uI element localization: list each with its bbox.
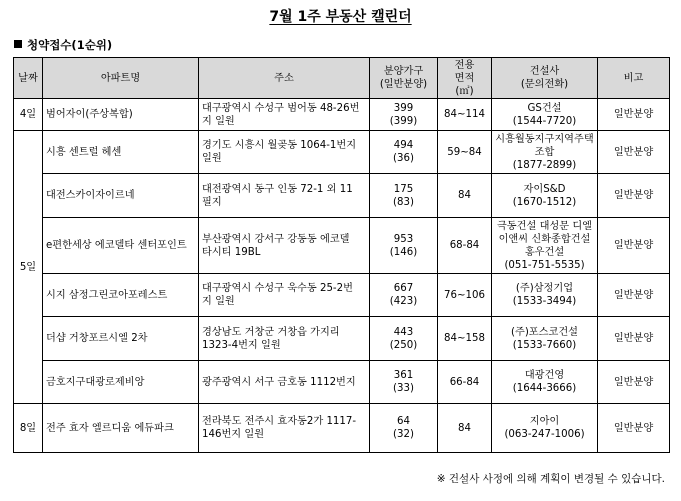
header-units: 분양가구 (일반분양)	[370, 58, 438, 99]
address: 부산광역시 강서구 강동동 에코델 타시티 19BL	[199, 218, 370, 274]
address: 광주광역시 서구 금호동 1112번지	[199, 361, 370, 404]
header-addr: 주소	[199, 58, 370, 99]
header-note: 비고	[598, 58, 670, 99]
apt-name: 시흥 센트럴 헤센	[43, 131, 199, 174]
note: 일반분양	[598, 99, 670, 131]
note: 일반분양	[598, 218, 670, 274]
table-row	[14, 131, 670, 174]
builder: 대광건영 (1644-3666)	[492, 361, 598, 404]
builder: GS건설 (1544-7720)	[492, 99, 598, 131]
apt-name: 더샵 거창포르시엘 2차	[43, 317, 199, 361]
table-row	[14, 274, 670, 317]
table-row	[14, 404, 670, 453]
address: 경기도 시흥시 월곶동 1064-1번지 일원	[199, 131, 370, 174]
apt-name: 금호지구대광로제비앙	[43, 361, 199, 404]
address: 전라북도 전주시 효자동2가 1117- 146번지 일원	[199, 404, 370, 453]
page-title: 7월 1주 부동산 캘린더	[269, 9, 412, 25]
address: 대구광역시 수성구 범어동 48-26번 지 일원	[199, 99, 370, 131]
area: 84~114	[438, 99, 492, 131]
builder: 시흥월동지구지역주택 조합 (1877-2899)	[492, 131, 598, 174]
note: 일반분양	[598, 131, 670, 174]
table-row	[14, 317, 670, 361]
table-row	[14, 361, 670, 404]
note: 일반분양	[598, 174, 670, 218]
date-cell: 4일	[14, 99, 43, 131]
units: 443 (250)	[370, 317, 438, 361]
apt-name: 시지 삼정그린코아포레스트	[43, 274, 199, 317]
footnote: ※ 건설사 사정에 의해 계획이 변경될 수 있습니다.	[436, 473, 665, 485]
area: 84	[438, 174, 492, 218]
note: 일반분양	[598, 361, 670, 404]
builder: 지아이 (063-247-1006)	[492, 404, 598, 453]
header-area: 전용 면적 (㎡)	[438, 58, 492, 99]
note: 일반분양	[598, 274, 670, 317]
units: 667 (423)	[370, 274, 438, 317]
header-apt: 아파트명	[43, 58, 199, 99]
header-row	[14, 58, 670, 99]
units: 175 (83)	[370, 174, 438, 218]
area: 84	[438, 404, 492, 453]
header-builder: 건설사 (문의전화)	[492, 58, 598, 99]
note: 일반분양	[598, 404, 670, 453]
area: 59~84	[438, 131, 492, 174]
date-cell: 8일	[14, 404, 43, 453]
builder: 극동건설 대성문 디엘 이앤씨 신화종합건설 홍우건설 (051-751-5535)	[492, 218, 598, 274]
area: 68-84	[438, 218, 492, 274]
area: 76~106	[438, 274, 492, 317]
address: 경상남도 거창군 거창읍 가지리 1323-4번지 일원	[199, 317, 370, 361]
calendar-table	[13, 57, 670, 453]
section-heading: 청약접수(1순위)	[14, 37, 112, 53]
address: 대구광역시 수성구 욱수동 25-2번 지 일원	[199, 274, 370, 317]
note: 일반분양	[598, 317, 670, 361]
units: 494 (36)	[370, 131, 438, 174]
builder: 자이S&D (1670-1512)	[492, 174, 598, 218]
units: 953 (146)	[370, 218, 438, 274]
units: 64 (32)	[370, 404, 438, 453]
area: 84~158	[438, 317, 492, 361]
builder: (주)포스코건설 (1533-7660)	[492, 317, 598, 361]
apt-name: 범어자이(주상복합)	[43, 99, 199, 131]
units: 361 (33)	[370, 361, 438, 404]
builder: (주)삼정기업 (1533-3494)	[492, 274, 598, 317]
apt-name: 대전스카이자이르네	[43, 174, 199, 218]
apt-name: e편한세상 에코델타 센터포인트	[43, 218, 199, 274]
header-date: 날짜	[14, 58, 43, 99]
apt-name: 전주 효자 엘르디움 에듀파크	[43, 404, 199, 453]
units: 399 (399)	[370, 99, 438, 131]
square-bullet-icon	[14, 40, 22, 48]
address: 대전광역시 동구 인동 72-1 외 11 필지	[199, 174, 370, 218]
table-row	[14, 99, 670, 131]
area: 66-84	[438, 361, 492, 404]
date-cell: 5일	[14, 131, 43, 404]
table-row	[14, 218, 670, 274]
table-row	[14, 174, 670, 218]
